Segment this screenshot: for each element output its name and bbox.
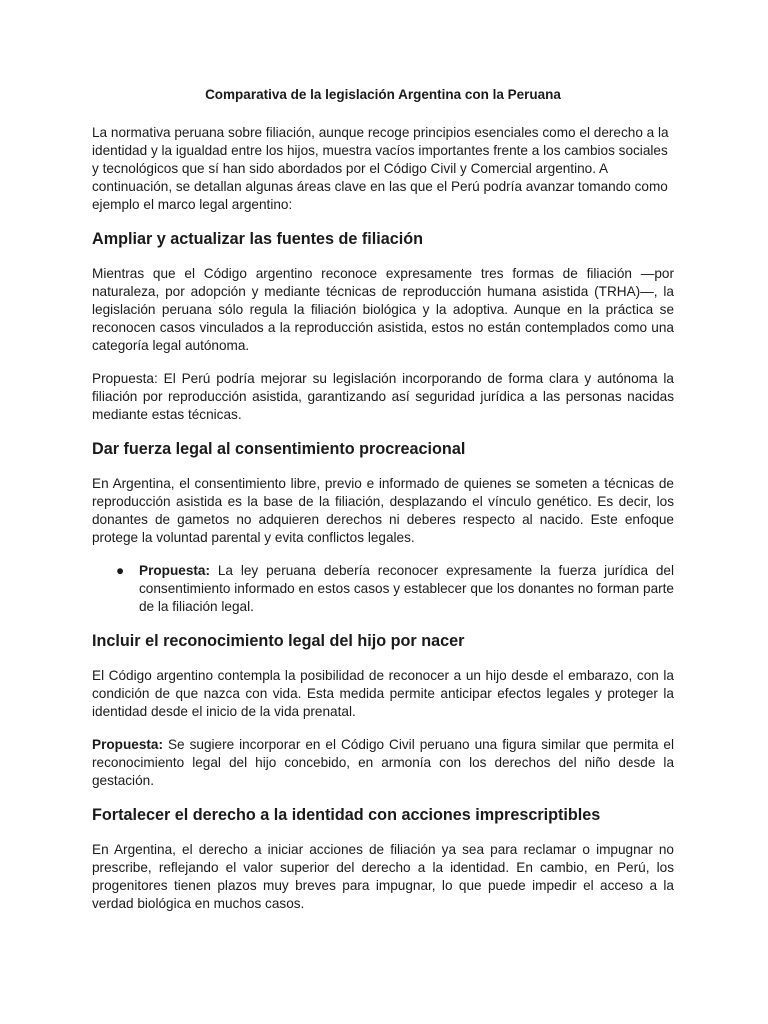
section-body-consentimiento: En Argentina, el consentimiento libre, previo e informado de quienes se someten a técnicas de reproducción asistida es la base de la filiación, desplazando el vínculo genético. Es decir, los donantes de gametos no adquieren derechos ni deberes respecto al nacido. Este enfoque protege la voluntad parental y evita conflictos legales.	[92, 476, 674, 545]
section-heading-consentimiento: Dar fuerza legal al consentimiento procreacional	[92, 440, 466, 458]
proposal-label: Propuesta:	[139, 563, 211, 578]
section-proposal-fuentes: Propuesta: El Perú podría mejorar su legislación incorporando de forma clara y autónoma la filiación por reproducción asistida, garantizando así seguridad jurídica a las personas nacidas mediante estas técnicas.	[92, 371, 674, 422]
section-proposal-hijo-por-nacer	[92, 736, 674, 790]
section-body-fuentes: Mientras que el Código argentino reconoce expresamente tres formas de filiación —por naturaleza, por adopción y mediante técnicas de reproducción humana asistida (TRHA)—, la legislación peruana sólo regula la filiación biológica y la adoptiva. Aunque en la práctica se reconocen casos vinculados a la reproducción asistida, estos no están contemplados como una categoría legal autónoma.	[92, 266, 674, 353]
section-body-identidad: En Argentina, el derecho a iniciar acciones de filiación ya sea para reclamar o impugnar no prescribe, reflejando el valor superior del derecho a la identidad. En cambio, en Perú, los progenitores tienen plazos muy breves para impugnar, lo que puede impedir el acceso a la verdad biológica en muchos casos.	[92, 842, 674, 911]
proposal-label: Propuesta:	[92, 737, 164, 752]
section-heading-identidad: Fortalecer el derecho a la identidad con acciones imprescriptibles	[92, 806, 601, 824]
intro-paragraph: La normativa peruana sobre filiación, aunque recoge principios esenciales como el derecho a la identidad y la igualdad entre los hijos, muestra vacíos importantes frente a los cambios sociales y tecnológicos que sí han sido abordados por el Código Civil y Comercial argentino. A continuación, se detallan algunas áreas clave en las que el Perú podría avanzar tomando como ejemplo el marco legal argentino:	[92, 125, 669, 212]
proposal-text: La ley peruana debería reconocer expresamente la fuerza jurídica del consentimiento informado en estos casos y establecer que los donantes no forman parte de la filiación legal.	[139, 563, 674, 614]
document-page	[92, 86, 674, 928]
section-heading-fuentes: Ampliar y actualizar las fuentes de filiación	[92, 230, 424, 248]
proposal-list	[92, 562, 674, 616]
bullet-icon: ●	[116, 563, 125, 578]
list-item	[92, 562, 674, 616]
proposal-text: Se sugiere incorporar en el Código Civil peruano una figura similar que permita el reconocimiento legal del hijo concebido, en armonía con los derechos del niño desde la gestación.	[92, 737, 674, 788]
section-heading-hijo-por-nacer: Incluir el reconocimiento legal del hijo por nacer	[92, 632, 465, 650]
section-body-hijo-por-nacer: El Código argentino contempla la posibilidad de reconocer a un hijo desde el embarazo, con la condición de que nazca con vida. Esta medida permite anticipar efectos legales y proteger la identidad desde el inicio de la vida prenatal.	[92, 668, 674, 719]
document-title: Comparativa de la legislación Argentina con la Peruana	[205, 87, 561, 102]
